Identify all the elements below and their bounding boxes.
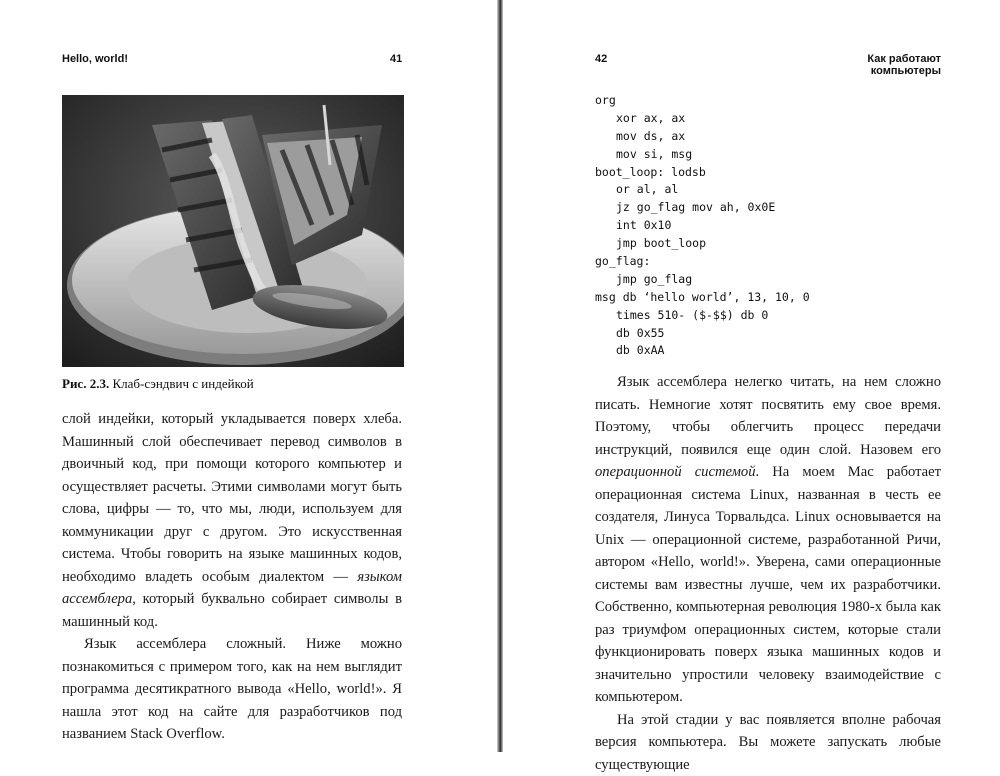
- text-run: . На моем Mac работает операционная система Linux, названная в честь ее создателя, Линуса Торвальдса. Linux основывается на Unix — операционной системе, разработанной Ричи, автором «Hello, world!». Уверена, сами операционные системы вам известны лучше, чем их разработчики. Собственно, компьютерная революция 1980-х была как раз триумфом операционных систем, которые стали функционировать поверх языка машинных кодов и значительно упростили человеку взаимодействие с компьютером.: [595, 464, 941, 705]
- text-run: На этой стадии у вас появляется вполне рабочая версия компьютера. Вы можете запускать любые существующие: [595, 712, 941, 773]
- left-running-head: Hello, world!: [62, 53, 128, 65]
- left-page-number: 41: [390, 53, 402, 65]
- code-line: or al, al: [595, 181, 941, 199]
- text-run: , который буквально собирает символы в машинный код.: [62, 591, 402, 630]
- code-line: db 0xAA: [595, 342, 941, 360]
- text-run: Язык ассемблера нелегко читать, на нем сложно писать. Немногие хотят посвятить ему свое время. Поэтому, чтобы облегчить процесс передачи инструкций, появился еще один слой. Назовем его: [595, 374, 941, 458]
- code-line: db 0x55: [595, 325, 941, 343]
- code-line: xor ax, ax: [595, 110, 941, 128]
- left-paragraph-1: [62, 408, 402, 633]
- code-line: jmp boot_loop: [595, 235, 941, 253]
- code-line: boot_loop: lodsb: [595, 164, 941, 182]
- italic-term-operating-system: операционной системой: [595, 464, 756, 480]
- code-line: mov si, msg: [595, 146, 941, 164]
- right-page-number: 42: [595, 53, 607, 65]
- code-line: mov ds, ax: [595, 128, 941, 146]
- code-line: jmp go_flag: [595, 271, 941, 289]
- figure-caption: [62, 376, 254, 392]
- text-run: слой индейки, который укладывается поверх хлеба. Машинный слой обеспечивает перевод символов в двоичный код, при помощи которого компьютер и осуществляет расчеты. Этими символами могут быть слова, цифры — то, что мы, люди, используем для коммуникации друг с другом. Это искусственная система. Чтобы говорить на языке машинных кодов, необходимо владеть особым диалектом —: [62, 411, 402, 585]
- figure-caption-text: Клаб-сэндвич с индейкой: [112, 376, 253, 391]
- code-line: org: [595, 92, 941, 110]
- assembly-code-listing: [595, 92, 941, 360]
- text-run: Язык ассемблера сложный. Ниже можно познакомиться с примером того, как на нем выглядит программа десятикратного вывода «Hello, world!». Я нашла этот код на сайте для разработчиков под названием Stack Overflow.: [62, 636, 402, 742]
- code-line: times 510- ($-$$) db 0: [595, 307, 941, 325]
- left-paragraph-2: [62, 633, 402, 746]
- right-page: [503, 0, 1000, 752]
- sandwich-photo-illustration: [62, 95, 404, 367]
- code-line: jz go_flag mov ah, 0x0E: [595, 199, 941, 217]
- right-paragraph-2: [595, 709, 941, 776]
- code-line: go_flag:: [595, 253, 941, 271]
- code-line: int 0x10: [595, 217, 941, 235]
- right-paragraph-1: [595, 371, 941, 709]
- figure-caption-label: Рис. 2.3.: [62, 376, 109, 391]
- code-line: msg db ‘hello world’, 13, 10, 0: [595, 289, 941, 307]
- left-body-text: [62, 408, 402, 746]
- right-running-head: Как работают компьютеры: [823, 53, 941, 77]
- right-body-text: [595, 371, 941, 776]
- figure-photo-club-sandwich: [62, 95, 404, 367]
- left-page: [0, 0, 497, 752]
- italic-term-assembly-language: языком ассемблера: [62, 569, 402, 608]
